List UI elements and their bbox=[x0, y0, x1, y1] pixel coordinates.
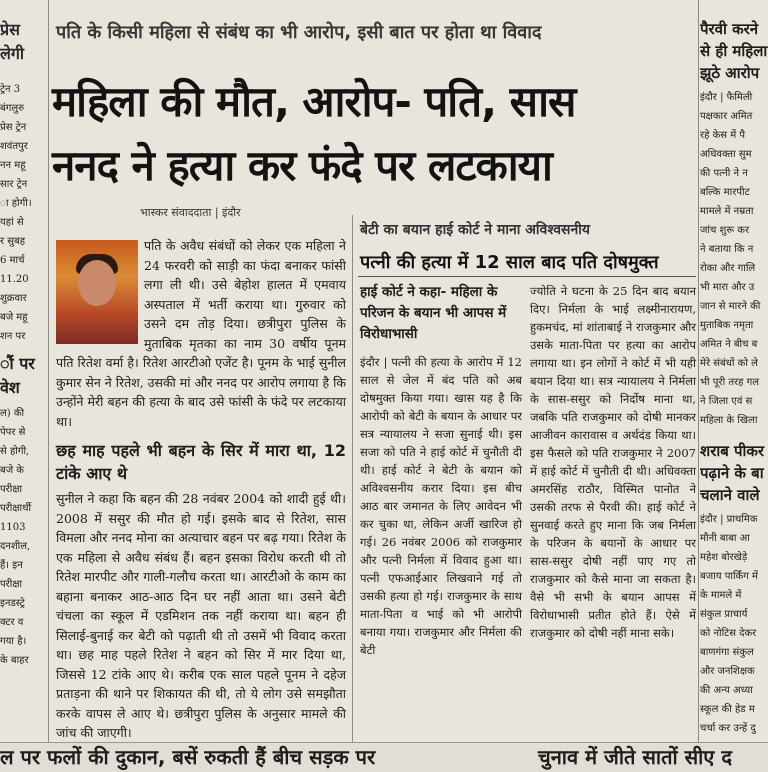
text-line: रहे केस में पै bbox=[700, 130, 746, 141]
main-headline: महिला की मौत, आरोप- पति, सास ननद ने हत्या कर फंदे पर लटकाया bbox=[52, 77, 576, 190]
left-text-2 bbox=[0, 404, 46, 670]
text-line: ा होगी। bbox=[0, 198, 32, 209]
left-headline-1: प्रेस लेगी bbox=[0, 20, 25, 63]
text-line: ने जिला एवं स bbox=[700, 396, 753, 407]
text-line: संकुल प्राचार्य bbox=[700, 609, 748, 620]
text-line: इंदौर | प्राथमिक bbox=[700, 514, 758, 525]
left-text-1 bbox=[0, 80, 46, 346]
text-line: पेपर से bbox=[0, 427, 26, 438]
text-line: मुताबिक नमृता bbox=[700, 320, 754, 331]
text-line: बल्कि मारपीट bbox=[700, 187, 750, 198]
text-line: बजे महू bbox=[0, 312, 28, 323]
text-line: चर्चा कर उन्हें दु bbox=[700, 723, 756, 734]
text-line: परीक्षा bbox=[0, 579, 23, 590]
second-story-headline: पत्नी की हत्या में 12 साल बाद पति दोषमुक्त bbox=[360, 252, 659, 273]
bottom-headlines-strip bbox=[0, 742, 768, 772]
main-kicker: पति के किसी महिला से संबंध का भी आरोप, इसी बात पर होता था विवाद bbox=[56, 22, 542, 43]
text-line: सार ट्रेन bbox=[0, 179, 28, 190]
text-line: के बाहर bbox=[0, 655, 29, 666]
text-line: 1103 bbox=[0, 522, 26, 533]
text-line: भी मारा और उ bbox=[700, 282, 755, 293]
text-line: शवंतपुर bbox=[0, 141, 28, 152]
text-line: बजाय पार्किंग में bbox=[700, 571, 759, 582]
main-paragraph-2: सुनील ने कहा कि बहन की 28 नवंबर 2004 को शादी हुई थी। 2008 में ससुर की मौत हो गई। इसके बाद से रितेश, सास विमला और ननद मोना का अत्याचार बहन पर बढ़ गया। रितेश के एक महिला से अवैध संबंध हैं। बहन इसका विरोध करती थी तो रितेश मारपीट और गाली-गलौच करता था। आरटीओ के काम का बहाना बनाकर आठ-आठ दिन घर नहीं आता था। उसने बेटी चंचला का स्कूल में एडमिशन तक नहीं कराया था। बहन ही सिलाई-बुनाई कर बेटी को पढ़ाती थी तो उसमें भी विवाद करता था। छह माह पहले रितेश ने बहन को सिर में मार दिया था, जिससे 12 टांके आए थे। करीब एक साल पहले पूनम ने दहेज प्रताड़ना की थाने पर शिकायत की थी, तो ये लोग उसे समझौता करके वापस ले आए थे। छत्रीपुरा पुलिस के अनुसार मामले की जांच की जाएगी। bbox=[56, 491, 346, 740]
column-rule bbox=[698, 0, 699, 772]
main-story-body bbox=[56, 236, 346, 743]
bottom-headline-left: ल पर फलों की दुकान, बसें रुकती हैं बीच सड़क पर bbox=[0, 745, 376, 769]
column-rule bbox=[352, 215, 353, 745]
text-line: शुक्रवार bbox=[0, 293, 27, 304]
text-line: ट्रेन 3 bbox=[0, 84, 21, 95]
right-headline-1: पैरवी करने से ही महिला झूठे आरोप bbox=[700, 20, 768, 82]
text-line: की अन्य अध्या bbox=[700, 685, 753, 696]
text-line: परीक्षा bbox=[0, 484, 23, 495]
text-line: परीक्षार्थी bbox=[0, 503, 32, 514]
text-line: गया है। bbox=[0, 636, 27, 647]
text-line: महिला के खिला bbox=[700, 415, 758, 426]
second-story-text-2: ज्योति ने घटना के 25 दिन बाद बयान दिए। निर्मला के भाई लक्ष्मीनारायण, हुकमचंद, मां शांताबाई ने राजकुमार और उसके माता-पिता पर हत्या का आरोप लगाया था। इन लोगों ने कोर्ट में भी यही बयान दिया था। सत्र न्यायालय ने निर्मला के सास-ससुर को निर्दोष माना था, जबकि पति राजकुमार को दोषी मानकर आजीवन कारावास व अर्थदंड किया था। इस फैसले को पति राजकुमार ने 2007 में हाई कोर्ट में चुनौती दी थी। अधिवक्ता अमरसिंह राठौर, विस्मित पानोत ने उसकी तरफ से पैरवी की। हाई कोर्ट ने सुनवाई करते हुए माना कि जब निर्मला के परिजन के बयानों के आधार पर सास-ससुर दोषी नहीं पाए गए तो राजकुमार को कैसे माना जा सकता है। वैसे भी सभी के बयान आपस में विरोधाभासी प्रतीत होते हैं। ऐसे में राजकुमार को दोषी नहीं माना सके। bbox=[530, 284, 696, 640]
text-line: मौनी बाबा आ bbox=[700, 533, 750, 544]
column-rule bbox=[48, 0, 49, 772]
text-line: इंदौर | फैमिली bbox=[700, 92, 753, 103]
text-line: अधिवक्ता सुम bbox=[700, 149, 752, 160]
text-line: हैं। इन bbox=[0, 560, 23, 571]
text-line: की पत्नी ने न bbox=[700, 168, 748, 179]
text-line: के मामले में bbox=[700, 590, 742, 601]
right-adjacent-column bbox=[700, 0, 768, 772]
text-line: मामले में नम्रता bbox=[700, 206, 754, 217]
left-headline-2: ौं पर वेश bbox=[0, 354, 35, 397]
bottom-headline-right: चुनाव में जीते सातों सीए द bbox=[538, 745, 732, 769]
text-line: यहां से bbox=[0, 217, 24, 228]
text-line: अमित ने बीच ब bbox=[700, 339, 758, 350]
text-line: रोका और गालि bbox=[700, 263, 756, 274]
text-line: से होगी, bbox=[0, 446, 30, 457]
second-story-kicker: बेटी का बयान हाई कोर्ट ने माना अविश्वसनीय bbox=[360, 222, 591, 238]
text-line: क्टर व bbox=[0, 617, 24, 628]
left-adjacent-column bbox=[0, 0, 46, 772]
text-line: को नोटिस देकर bbox=[700, 628, 757, 639]
text-line: शन पर bbox=[0, 331, 26, 342]
victim-photo bbox=[56, 240, 138, 344]
second-story-col-1 bbox=[360, 282, 522, 659]
text-line: बाणगंगा संकुल bbox=[700, 647, 754, 658]
byline: भास्कर संवाददाता | इंदौर bbox=[140, 206, 241, 219]
text-line: ल) की bbox=[0, 408, 25, 419]
main-subheading: छह माह पहले भी बहन के सिर में मारा था, 12 टांके आए थे bbox=[56, 441, 346, 483]
main-paragraph-1: पति के अवैध संबंधों को लेकर एक महिला ने 24 फरवरी को साड़ी का फंदा बनाकर फांसी लगा ली थी। उसे बेहोश हालत में एमवाय अस्पताल में भर्ती कराया था। गुरुवार को उसने दम तोड़ दिया। छत्रीपुरा पुलिस के मुताबिक मृतका का नाम 30 वर्षीय पूनम पति रितेश वर्मा है। रितेश आरटीओ एजेंट है। पूनम के भाई सुनील कुमार सेन ने रितेश, उसकी मां और ननद पर आरोप लगाया है कि उन्होंने मेरी बहन की हत्या के बाद उसे फांसी के फंदे पर लटकाया था। bbox=[56, 238, 346, 429]
text-line: प्रेस ट्रेन bbox=[0, 122, 27, 133]
text-line: 11.20 bbox=[0, 274, 29, 285]
text-line: महेश बोरखेड़े bbox=[700, 552, 748, 563]
text-line: र सुबह bbox=[0, 236, 26, 247]
text-line: बजे के bbox=[0, 465, 24, 476]
right-text-2 bbox=[700, 510, 768, 738]
text-line: ने बताया कि न bbox=[700, 244, 754, 255]
right-text-1 bbox=[700, 88, 768, 430]
text-line: और जनशिक्षक bbox=[700, 666, 755, 677]
text-line: दनशील, bbox=[0, 541, 31, 552]
text-line: बंगलुरु bbox=[0, 103, 25, 114]
second-story-subheading: हाई कोर्ट ने कहा- महिला के परिजन के बयान भी आपस में विरोधाभासी bbox=[360, 284, 507, 342]
text-line: मेरे संबंधों को ले bbox=[700, 358, 758, 369]
text-line: इनडस्ट्रे bbox=[0, 598, 25, 609]
text-line: नन महू bbox=[0, 160, 26, 171]
text-line: जांच शुरू कर bbox=[700, 225, 750, 236]
right-headline-2: शराब पीकर पढ़ाने के बा चलाने वाले bbox=[700, 442, 765, 504]
text-line: स्कूल की हेड म bbox=[700, 704, 755, 715]
second-story-text-1: इंदौर | पत्नी की हत्या के आरोप में 12 साल से जेल में बंद पति को अब दोषमुक्त किया गया। खास यह है कि आरोपी को बेटी के बयान के आधार पर सत्र न्यायालय ने सजा सुनाई थी। इस सजा को पति ने हाई कोर्ट में चुनौती दी थी। हाई कोर्ट ने बेटी के बयान को अविश्वसनीय करार दिया। इस बीच आठ बार जमानत के लिए आवेदन भी कर चुका था, लेकिन अर्जी खारिज हो गई। 26 नवंबर 2006 को राजकुमार और पत्नी निर्मला में विवाद हुआ था। पत्नी एफआईआर लिखवाने गई तो उसकी हत्या हो गई। राजकुमार के साथ माता-पिता व भाई को भी आरोपी बनाया गया। राजकुमार और निर्मला की बेटी bbox=[360, 355, 522, 657]
text-line: 6 मार्च bbox=[0, 255, 25, 266]
text-line: जान से मारने की bbox=[700, 301, 761, 312]
text-line: भी पूरी तरह गल bbox=[700, 377, 760, 388]
headline-rule bbox=[358, 276, 696, 277]
second-story-col-2 bbox=[530, 282, 696, 642]
text-line: पक्षकार अमित bbox=[700, 111, 753, 122]
